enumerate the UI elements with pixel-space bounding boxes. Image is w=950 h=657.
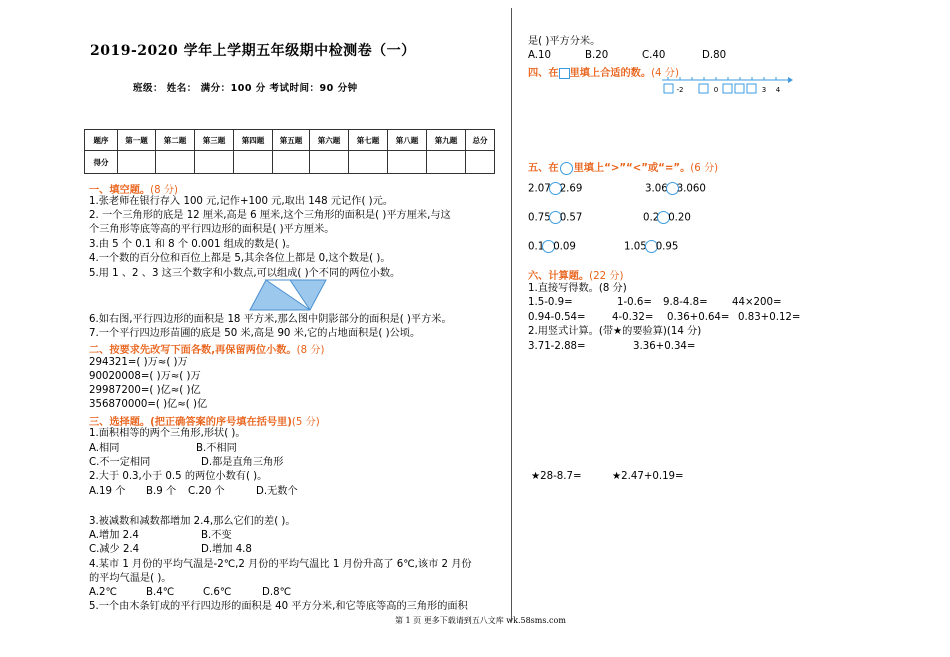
vertical-calc-item: 3.36+0.34=	[633, 341, 696, 352]
score-header-cell: 题序	[85, 130, 118, 151]
s3-q4-option-a: A.2℃	[89, 587, 117, 598]
score-header-cell: 第三题	[195, 130, 234, 151]
compare-right: 0.09	[553, 241, 576, 253]
number-label: 3	[761, 86, 767, 94]
calc-item: 4-0.32=	[612, 312, 654, 323]
compare-item	[528, 182, 582, 196]
s3-question-5: 5.一个由木条钉成的平行四边形的面积是 40 平方分米,和它等底等高的三角形的面积	[89, 601, 468, 612]
calc-part-2-heading: 2.用竖式计算。(带★的要验算)(14 分)	[528, 326, 702, 337]
s3-q5-option-d: D.80	[702, 50, 727, 61]
vertical-calc-item: ★2.47+0.19=	[612, 471, 684, 482]
score-cell[interactable]	[427, 151, 466, 174]
section-5-score: (6 分)	[690, 163, 719, 174]
s3-q3-option-c: C.减少 2.4	[89, 544, 140, 555]
compare-item	[643, 211, 691, 225]
section-4-heading	[528, 64, 679, 79]
section-6-title: 六、计算题。	[528, 271, 590, 282]
compare-item	[528, 240, 576, 254]
s3-q1-option-d: D.都是直角三角形	[201, 457, 284, 468]
score-header-cell: 第七题	[349, 130, 388, 151]
number-line	[660, 74, 795, 98]
compare-right: 0.20	[668, 212, 691, 224]
answer-box	[699, 84, 708, 93]
compare-right: 0.95	[655, 241, 679, 253]
s1-question-5: 5.用 1 、2 、3 这三个数字和小数点,可以组成( )个不同的两位小数。	[89, 268, 401, 279]
score-header-cell: 第二题	[156, 130, 195, 151]
score-cell[interactable]	[466, 151, 495, 174]
s3-q4-option-b: B.4℃	[146, 587, 175, 598]
s3-q4-option-d: D.8℃	[262, 587, 292, 598]
s1-question-2-line-1: 2. 一个三角形的底是 12 厘米,高是 6 厘米,这个三角形的面积是( )平方厘米,与这	[89, 210, 451, 221]
s1-question-2-line-2: 个三角形等底等高的平行四边形的面积是( )平方厘米。	[89, 224, 335, 235]
score-cell[interactable]	[195, 151, 234, 174]
compare-item	[645, 182, 706, 196]
compare-item	[528, 211, 582, 225]
answer-box	[723, 84, 732, 93]
section-3-title: 三、选择题。(把正确答案的序号填在括号里)	[89, 417, 292, 428]
compare-left: 0.2	[643, 212, 660, 224]
number-label: 0	[713, 86, 719, 94]
vertical-calc-item: ★28-8.7=	[531, 471, 582, 482]
s3-q2-option-c: C.20 个	[188, 486, 225, 497]
score-header-cell: 第八题	[388, 130, 427, 151]
compare-left: 2.07	[528, 183, 551, 195]
column-divider	[511, 8, 512, 621]
s2-row-4: 356870000=( )亿≈( )亿	[89, 399, 208, 410]
compare-left: 0.1	[528, 241, 545, 253]
s1-question-3: 3.由 5 个 0.1 和 8 个 0.001 组成的数是( )。	[89, 239, 297, 250]
answer-box	[747, 84, 756, 93]
vertical-calc-item: 3.71-2.88=	[528, 341, 586, 352]
score-table-score-row	[85, 151, 495, 174]
s3-q4-option-c: C.6℃	[203, 587, 232, 598]
answer-box	[664, 84, 673, 93]
s3-question-5-continued: 是( )平方分米。	[528, 36, 601, 47]
s3-question-2: 2.大于 0.3,小于 0.5 的两位小数有( )。	[89, 471, 268, 482]
s3-question-4-line-2: 的平均气温是( )。	[89, 573, 172, 584]
s2-row-1: 294321=( )万≈( )万	[89, 357, 188, 368]
score-cell[interactable]	[349, 151, 388, 174]
score-table-header-row	[85, 130, 495, 151]
s1-question-4: 4.一个数的百分位和百位上都是 5,其余各位上都是 0,这个数是( )。	[89, 253, 391, 264]
section-5-heading	[528, 159, 718, 175]
s3-q1-option-b: B.不相同	[196, 443, 237, 454]
section-3-score: (5 分)	[291, 417, 320, 428]
section-5-title-start: 五、在	[528, 163, 559, 174]
compare-item	[624, 240, 678, 254]
s1-question-1: 1.张老师在银行存入 100 元,记作+100 元,取出 148 元记作( )元。	[89, 196, 394, 207]
score-table	[84, 129, 495, 174]
s3-q5-option-c: C.40	[642, 50, 666, 61]
s1-question-7: 7.一个平行四边形苗圃的底是 50 米,高是 90 米,它的占地面积是( )公顷。	[89, 328, 421, 339]
s3-q1-option-a: A.相同	[89, 443, 120, 454]
score-header-cell: 第九题	[427, 130, 466, 151]
calc-item: 0.36+0.64=	[667, 312, 730, 323]
section-2-heading	[89, 341, 324, 356]
answer-box	[735, 84, 744, 93]
score-header-cell: 第六题	[310, 130, 349, 151]
s2-row-3: 29987200=( )亿≈( )亿	[89, 385, 201, 396]
s3-q5-option-b: B.20	[585, 50, 609, 61]
s3-q1-option-c: C.不一定相同	[89, 457, 151, 468]
number-line-arrow	[788, 77, 793, 83]
s3-q2-option-d: D.无数个	[256, 486, 298, 497]
calc-item: 0.94-0.54=	[528, 312, 586, 323]
s3-q3-option-b: B.不变	[201, 530, 232, 541]
calc-part-1-heading: 1.直接写得数。(8 分)	[528, 283, 627, 294]
compare-right: 2.69	[559, 183, 583, 195]
section-4-title-end: 里填上合适的数。	[569, 68, 652, 79]
s3-q3-option-d: D.增加 4.8	[201, 544, 252, 555]
page-footer: 第 1 页 更多下载请到五八文库 wk.58sms.com	[395, 616, 566, 625]
s3-question-1: 1.面积相等的两个三角形,形状( )。	[89, 428, 246, 439]
compare-right: 0.57	[559, 212, 583, 224]
s2-row-2: 90020008=( )万≈( )万	[89, 371, 201, 382]
s3-question-3: 3.被减数和减数都增加 2.4,那么它们的差( )。	[89, 516, 296, 527]
section-4-score: (4 分)	[651, 68, 679, 79]
section-2-score: (8 分)	[296, 345, 325, 356]
score-cell[interactable]	[310, 151, 349, 174]
number-label: -2	[676, 86, 684, 94]
score-header-cell: 第五题	[273, 130, 310, 151]
s3-q3-option-a: A.增加 2.4	[89, 530, 139, 541]
score-header-cell: 第一题	[118, 130, 156, 151]
score-cell[interactable]	[388, 151, 427, 174]
s3-question-4-line-1: 4.某市 1 月份的平均气温是-2℃,2 月份的平均气温比 1 月份升高了 6℃,该市 2 月份	[89, 559, 472, 570]
section-4-title-start: 四、在	[528, 68, 559, 79]
compare-right: 3.060	[676, 183, 706, 195]
page-title: 2019-2020 学年上学期五年级期中检测卷（一）	[90, 43, 416, 59]
section-1-heading	[89, 181, 178, 196]
parallelogram-figure	[248, 278, 328, 312]
circle-icon	[560, 162, 573, 175]
s3-q5-option-a: A.10	[528, 50, 551, 61]
square-box-icon	[559, 68, 570, 79]
section-6-score: (22 分)	[589, 271, 624, 282]
calc-item: 1-0.6=	[617, 297, 652, 308]
score-header-cell: 第四题	[234, 130, 273, 151]
score-cell[interactable]	[273, 151, 310, 174]
compare-left: 0.75	[528, 212, 551, 224]
section-5-title-end: 里填上“>”“<”或“=”。	[573, 163, 691, 174]
section-2-title: 二、按要求先改写下面各数,再保留两位小数。	[89, 345, 297, 356]
calc-item: 9.8-4.8=	[663, 297, 708, 308]
score-header-cell: 总分	[466, 130, 495, 151]
score-row-label: 得分	[85, 151, 118, 174]
section-3-heading	[89, 413, 320, 428]
compare-left: 3.06	[645, 183, 668, 195]
section-6-heading	[528, 267, 623, 282]
s3-q2-option-a: A.19 个	[89, 486, 126, 497]
s1-question-6: 6.如右图,平行四边形的面积是 18 平方米,那么图中阴影部分的面积是( )平方米。	[89, 314, 452, 325]
section-1-score: (8 分)	[150, 185, 178, 196]
calc-item: 44×200=	[732, 297, 782, 308]
s3-q2-option-b: B.9 个	[146, 486, 177, 497]
calc-item: 0.83+0.12=	[738, 312, 801, 323]
compare-left: 1.05	[624, 241, 647, 253]
exam-info: 班级： 姓名： 满分：100 分 考试时间：90 分钟	[133, 83, 358, 94]
score-cell[interactable]	[234, 151, 273, 174]
calc-item: 1.5-0.9=	[528, 297, 573, 308]
number-label: 4	[775, 86, 781, 94]
section-1-title: 一、填空题。	[89, 185, 151, 196]
score-cell[interactable]	[118, 151, 156, 174]
score-cell[interactable]	[156, 151, 195, 174]
